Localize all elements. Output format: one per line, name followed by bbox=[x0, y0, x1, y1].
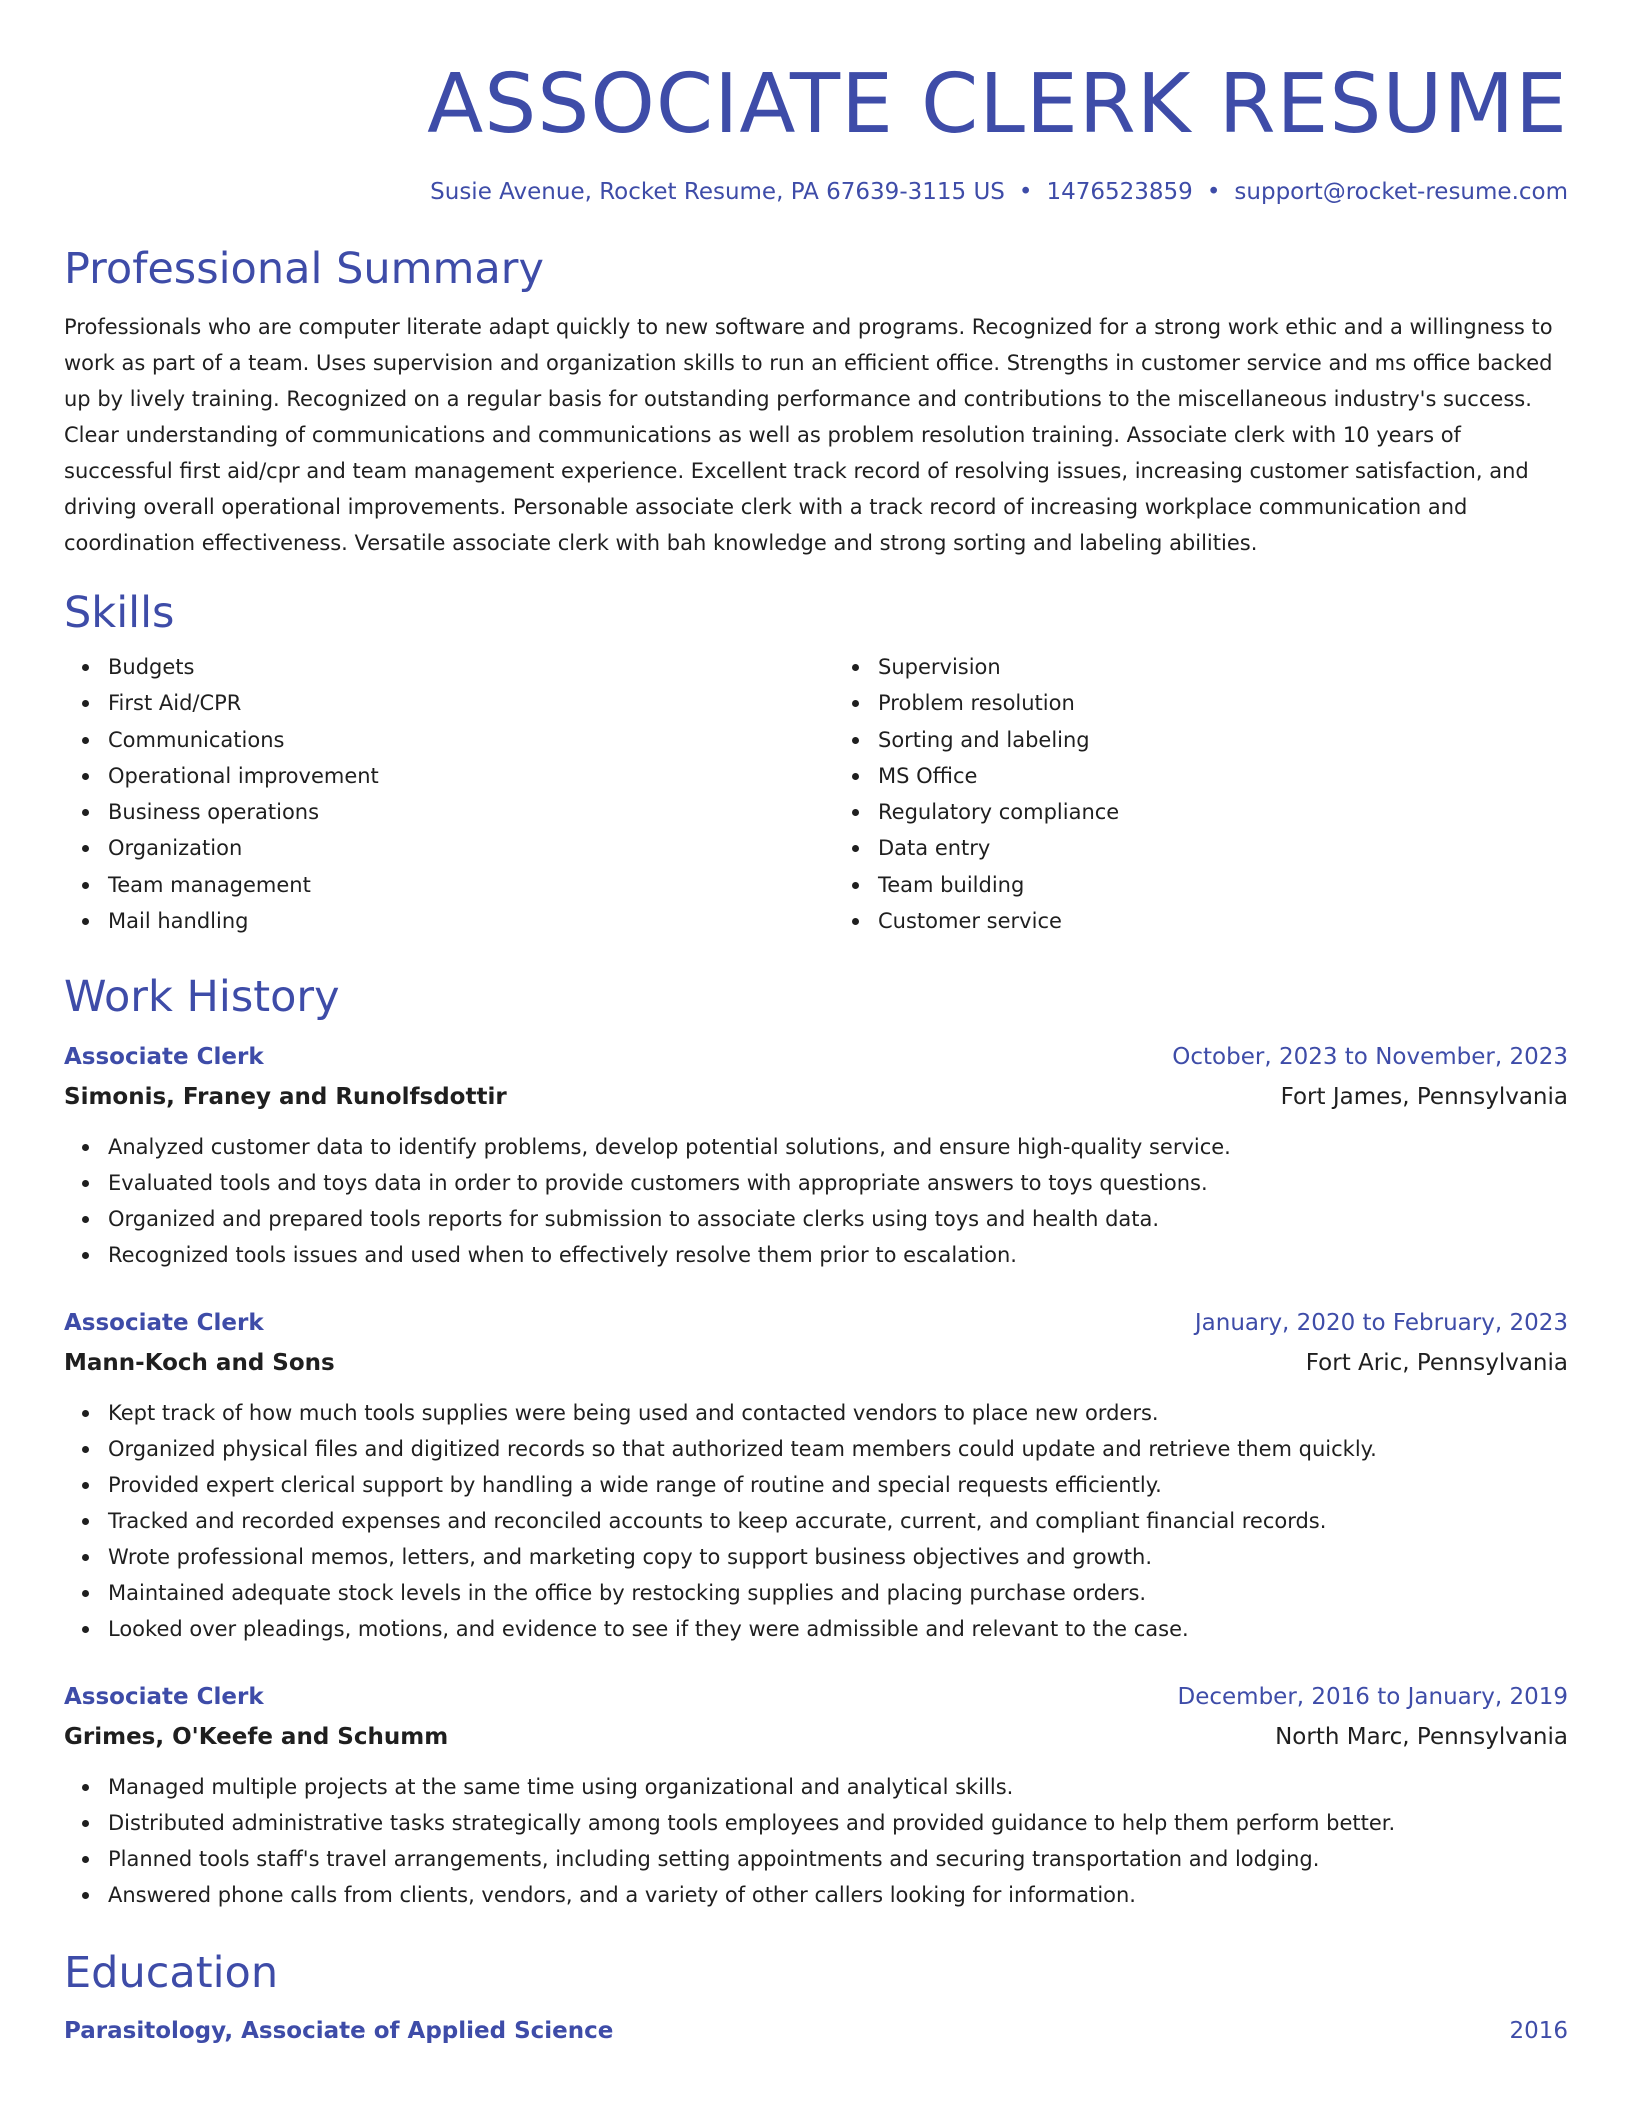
job-entry bbox=[64, 1037, 1568, 1273]
job-bullet: Tracked and recorded expenses and reconciled accounts to keep accurate, current, and compliant financial records. bbox=[108, 1503, 1568, 1539]
skill-item: Mail handling bbox=[108, 903, 798, 939]
job-header-row bbox=[64, 1303, 1568, 1343]
job-company: Grimes, O'Keefe and Schumm bbox=[64, 1724, 449, 1751]
job-bullet: Answered phone calls from clients, vendors, and a variety of other callers looking for information. bbox=[108, 1877, 1568, 1913]
job-title: Associate Clerk bbox=[64, 1044, 264, 1071]
skill-item: Supervision bbox=[878, 649, 1568, 685]
section-title-skills: Skills bbox=[64, 588, 175, 638]
contact-separator: • bbox=[1206, 179, 1221, 205]
job-bullet: Organized physical files and digitized records so that authorized team members could update and retrieve them quickly. bbox=[108, 1431, 1568, 1467]
skill-item: Budgets bbox=[108, 649, 798, 685]
job-bullet: Analyzed customer data to identify problems, develop potential solutions, and ensure high-quality service. bbox=[108, 1129, 1568, 1165]
skill-item: Sorting and labeling bbox=[878, 722, 1568, 758]
section-title-work-history: Work History bbox=[64, 972, 340, 1023]
job-dates: January, 2020 to February, 2023 bbox=[1194, 1310, 1568, 1337]
skill-item: Team building bbox=[878, 867, 1568, 903]
skill-item: Customer service bbox=[878, 903, 1568, 939]
skill-item: Operational improvement bbox=[108, 758, 798, 794]
skills-column-right bbox=[798, 649, 1568, 939]
skills-list bbox=[64, 649, 1568, 939]
job-bullet: Evaluated tools and toys data in order to provide customers with appropriate answers to toys questions. bbox=[108, 1165, 1568, 1201]
job-bullet: Looked over pleadings, motions, and evidence to see if they were admissible and relevant to the case. bbox=[108, 1611, 1568, 1647]
education-entry bbox=[64, 2011, 1568, 2051]
job-location: Fort James, Pennsylvania bbox=[1280, 1084, 1568, 1111]
education-year: 2016 bbox=[1509, 2018, 1568, 2045]
summary-text: Professionals who are computer literate adapt quickly to new software and programs. Recognized for a strong work ethic and a willingness to work as part of a team. Uses supervision and organization skills to run an efficient office. Strengths in customer service and ms office backed up by lively training. Recognized on a regular basis for outstanding performance and contributions to the miscellaneous industry's success. Clear understanding of communications and communications as well as problem resolution training. Associate clerk with 10 years of successful first aid/cpr and team management experience. Excellent track record of resolving issues, increasing customer satisfaction, and driving overall operational improvements. Personable associate clerk with a track record of increasing workplace communication and coordination effectiveness. Versatile associate clerk with bah knowledge and strong sorting and labeling abilities. bbox=[64, 315, 1553, 555]
contact-line bbox=[64, 177, 1568, 207]
job-company: Simonis, Franey and Runolfsdottir bbox=[64, 1084, 507, 1111]
section-title-education: Education bbox=[64, 1948, 279, 1999]
contact-address: Susie Avenue, Rocket Resume, PA 67639-3115 US bbox=[430, 179, 1005, 205]
job-bullet: Planned tools staff's travel arrangements, including setting appointments and securing transportation and lodging. bbox=[108, 1841, 1568, 1877]
skill-item: Data entry bbox=[878, 830, 1568, 866]
job-bullet: Maintained adequate stock levels in the office by restocking supplies and placing purchase orders. bbox=[108, 1575, 1568, 1611]
job-location: Fort Aric, Pennsylvania bbox=[1305, 1350, 1568, 1377]
job-bullet: Kept track of how much tools supplies were being used and contacted vendors to place new orders. bbox=[108, 1395, 1568, 1431]
job-bullets bbox=[64, 1129, 1568, 1273]
job-bullet: Wrote professional memos, letters, and marketing copy to support business objectives and growth. bbox=[108, 1539, 1568, 1575]
job-bullet: Managed multiple projects at the same time using organizational and analytical skills. bbox=[108, 1769, 1568, 1805]
resume-header bbox=[64, 55, 1568, 207]
job-company-row bbox=[64, 1717, 1568, 1757]
job-title: Associate Clerk bbox=[64, 1684, 264, 1711]
job-title: Associate Clerk bbox=[64, 1310, 264, 1337]
job-bullet: Recognized tools issues and used when to effectively resolve them prior to escalation. bbox=[108, 1237, 1568, 1273]
job-location: North Marc, Pennsylvania bbox=[1275, 1724, 1568, 1751]
contact-email: support@rocket-resume.com bbox=[1234, 179, 1568, 205]
job-header-row bbox=[64, 1677, 1568, 1717]
job-company-row bbox=[64, 1077, 1568, 1117]
job-bullets bbox=[64, 1395, 1568, 1647]
skill-item: Team management bbox=[108, 867, 798, 903]
section-title-summary: Professional Summary bbox=[64, 244, 544, 294]
job-header-row bbox=[64, 1037, 1568, 1077]
skill-item: MS Office bbox=[878, 758, 1568, 794]
education-degree: Parasitology, Associate of Applied Science bbox=[64, 2018, 614, 2045]
contact-separator: • bbox=[1018, 179, 1033, 205]
skill-item: First Aid/CPR bbox=[108, 685, 798, 721]
skill-item: Business operations bbox=[108, 794, 798, 830]
skill-item: Regulatory compliance bbox=[878, 794, 1568, 830]
job-entry bbox=[64, 1677, 1568, 1913]
contact-phone: 1476523859 bbox=[1046, 179, 1193, 205]
job-bullet: Provided expert clerical support by handling a wide range of routine and special requests efficiently. bbox=[108, 1467, 1568, 1503]
skill-item: Organization bbox=[108, 830, 798, 866]
job-bullet: Organized and prepared tools reports for submission to associate clerks using toys and health data. bbox=[108, 1201, 1568, 1237]
job-company-row bbox=[64, 1343, 1568, 1383]
job-bullet: Distributed administrative tasks strategically among tools employees and provided guidance to help them perform better. bbox=[108, 1805, 1568, 1841]
skill-item: Problem resolution bbox=[878, 685, 1568, 721]
job-dates: December, 2016 to January, 2019 bbox=[1177, 1684, 1568, 1711]
job-dates: October, 2023 to November, 2023 bbox=[1172, 1044, 1568, 1071]
job-bullets bbox=[64, 1769, 1568, 1913]
job-entry bbox=[64, 1303, 1568, 1647]
job-company: Mann-Koch and Sons bbox=[64, 1350, 335, 1377]
skill-item: Communications bbox=[108, 722, 798, 758]
resume-title: ASSOCIATE CLERK RESUME bbox=[427, 57, 1568, 152]
skills-column-left bbox=[64, 649, 798, 939]
